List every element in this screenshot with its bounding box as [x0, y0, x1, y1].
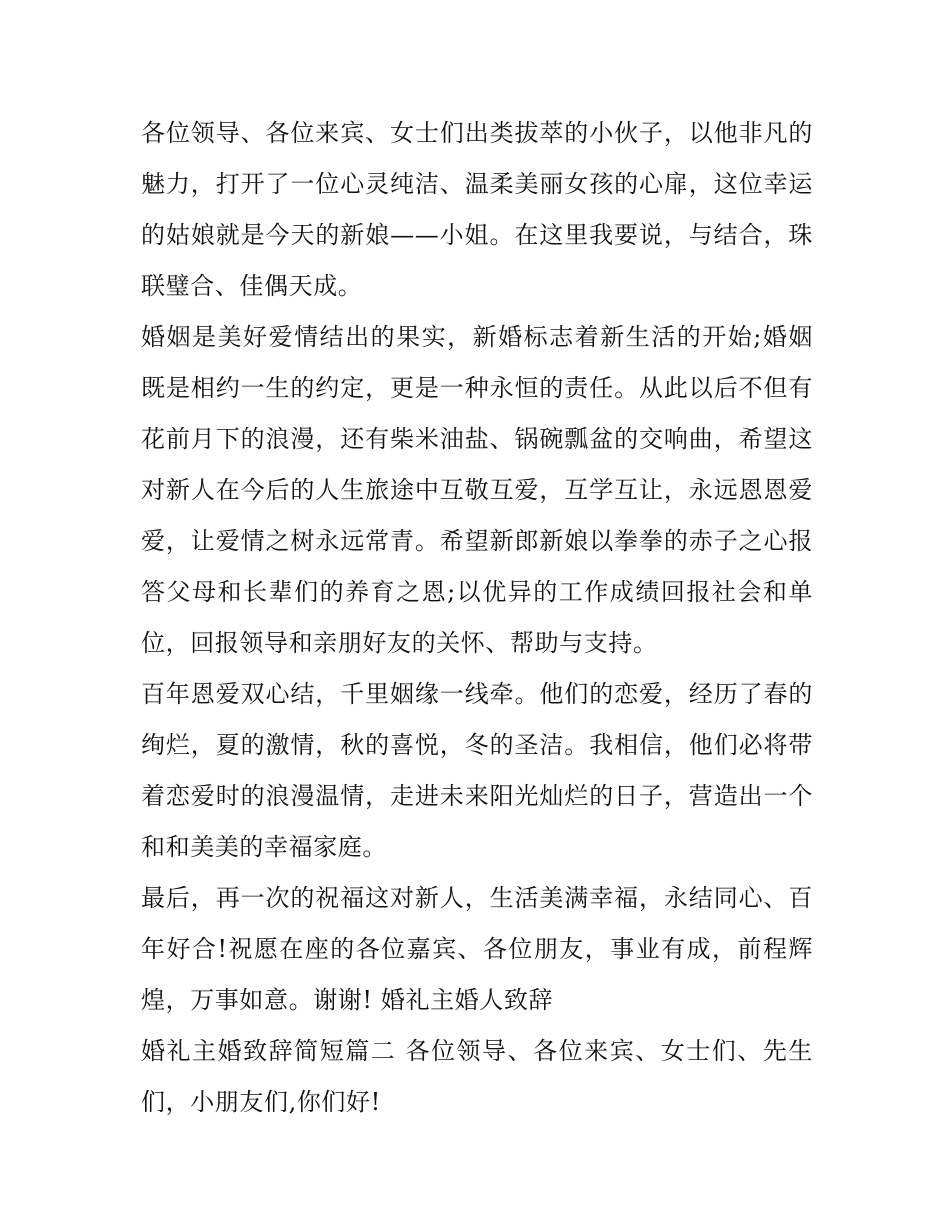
paragraph-5: 婚礼主婚致辞简短篇二 各位领导、各位来宾、女士们、先生们，小朋友们,你们好! [141, 1037, 813, 1116]
paragraph-2: 婚姻是美好爱情结出的果实，新婚标志着新生活的开始;婚姻既是相约一生的约定，更是一种永恒的责任。从此以后不但有花前月下的浪漫，还有柴米油盐、锅碗瓢盆的交响曲，希望这对新人在今后的人生旅途中互敬互爱，互学互让，永远恩恩爱爱，让爱情之树永远常青。希望新郎新娘以拳拳的赤子之心报答父母和长辈们的养育之恩;以优异的工作成绩回报社会和单位，回报领导和亲朋好友的关怀、帮助与支持。 [141, 323, 813, 657]
paragraph-1: 各位领导、各位来宾、女士们出类拔萃的小伙子，以他非凡的魅力，打开了一位心灵纯洁、温柔美丽女孩的心扉，这位幸运的姑娘就是今天的新娘——小姐。在这里我要说，与结合，珠联璧合、佳偶天成。 [141, 119, 813, 300]
paragraph-4: 最后，再一次的祝福这对新人，生活美满幸福，永结同心、百年好合!祝愿在座的各位嘉宾、各位朋友，事业有成，前程辉煌，万事如意。谢谢! 婚礼主婚人致辞 [141, 884, 813, 1014]
paragraph-3: 百年恩爱双心结，千里姻缘一线牵。他们的恋爱，经历了春的绚烂，夏的激情，秋的喜悦，冬的圣洁。我相信，他们必将带着恋爱时的浪漫温情，走进未来阳光灿烂的日子，营造出一个和和美美的幸福家庭。 [141, 680, 813, 861]
document-body [141, 108, 813, 1128]
